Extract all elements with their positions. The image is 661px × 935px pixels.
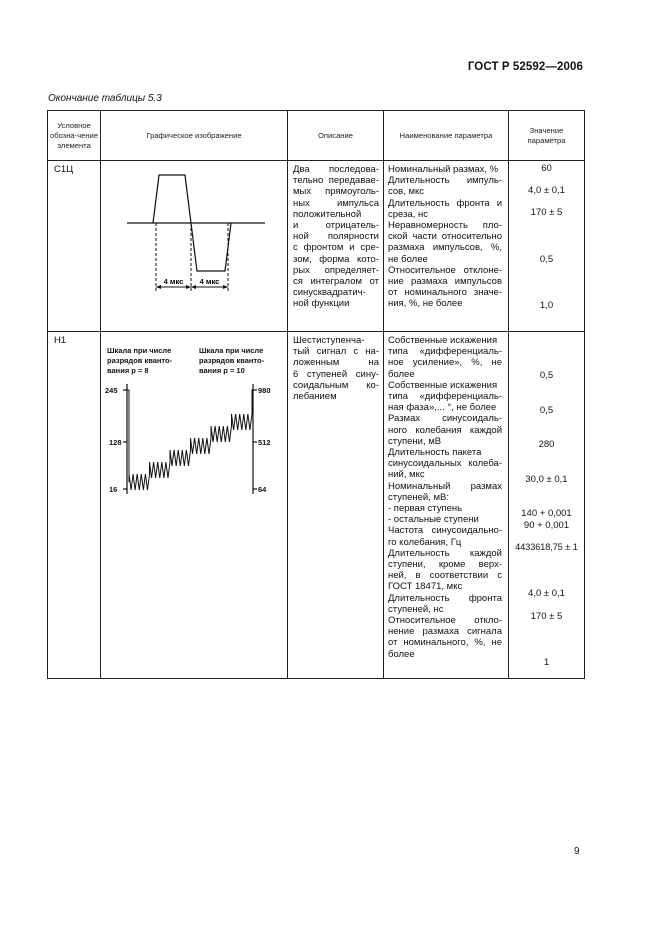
param-line: ния, %, не более	[388, 298, 463, 310]
description-line: рых определяет-	[293, 264, 379, 276]
description-line: 6 ступеней сину-	[293, 368, 379, 380]
dimension-label-right: 4 мкс	[199, 277, 220, 286]
staircase-waveform	[127, 390, 253, 490]
header-description: Описание	[288, 111, 384, 161]
param-line: ней, в соответствии с	[388, 570, 502, 582]
positive-pulse	[153, 175, 191, 223]
param-line: среза, нс	[388, 208, 429, 220]
param-line: ступени, кроме верх-	[388, 559, 502, 571]
param-line: от номинального, %, не	[388, 637, 502, 649]
description-line: тельно передавае-	[293, 175, 379, 187]
page-number: 9	[574, 846, 580, 857]
description-line: синусквадратич-	[293, 287, 366, 299]
tick-right-label: 512	[258, 438, 271, 447]
param-value: 170 ± 5	[530, 611, 563, 622]
param-line: Длительность импуль-	[388, 175, 502, 187]
parameters-table	[47, 110, 585, 679]
param-line: ступени, мВ	[388, 435, 442, 447]
scale-left-line: разрядов кванто-	[107, 356, 173, 365]
dimension-label-left: 4 мкс	[163, 277, 184, 286]
description-cell	[288, 161, 384, 332]
param-value: 60	[541, 163, 552, 174]
scale-left-line: вания p = 8	[107, 366, 149, 375]
param-line: ное усиление», %, не	[388, 357, 502, 369]
param-line: Длительность фронта	[388, 592, 502, 604]
param-value: 280	[538, 439, 555, 450]
graphic-cell	[101, 332, 288, 679]
arrow-head	[156, 285, 161, 289]
header-code	[48, 111, 101, 161]
row-code: Н1	[54, 335, 67, 346]
document-title: ГОСТ Р 52592—2006	[467, 61, 583, 73]
param-line: Относительное откло-	[388, 615, 502, 627]
scale-right-line: разрядов кванто-	[199, 356, 265, 365]
negative-pulse	[191, 223, 231, 271]
param-line: - первая ступень	[388, 503, 463, 515]
row-code-cell	[48, 332, 101, 679]
param-line: - остальные ступени	[388, 514, 479, 526]
param-line: типа «дифференциаль-	[388, 346, 502, 358]
param-line: Длительность фронта и	[388, 197, 502, 209]
row-code-cell	[48, 161, 101, 332]
table-row	[48, 332, 585, 679]
values-cell	[509, 332, 585, 679]
description-line: мых прямоуголь-	[293, 186, 379, 198]
param-value: 140 + 0,001	[521, 508, 572, 519]
description-cell	[288, 332, 384, 679]
param-value: 4,0 ± 0,1	[528, 185, 565, 196]
description-line: соидальным ко-	[293, 379, 379, 391]
header-param-name: Наименование параметра	[384, 111, 509, 161]
scale-right-line: вания p = 10	[199, 366, 245, 375]
param-line: Собственные искажения	[388, 379, 498, 391]
param-value: 30,0 ± 0,1	[525, 474, 568, 485]
params-text	[384, 161, 508, 310]
param-value: 4,0 ± 0,1	[528, 588, 565, 599]
param-value: 0,5	[539, 254, 554, 265]
param-line: ная фаза»,... °, не более	[388, 402, 497, 414]
description-line: лебанием	[293, 391, 337, 403]
description-text	[288, 332, 383, 402]
param-value: 0,5	[539, 370, 554, 381]
param-line: Относительное отклоне-	[388, 264, 502, 276]
staircase-diagram	[101, 332, 287, 532]
param-line: Длительность пакета	[388, 447, 482, 459]
params-cell	[384, 332, 509, 679]
scale-right-line: Шкала при числе	[199, 346, 264, 355]
arrow-head	[223, 285, 228, 289]
param-line: Номинальный размах, %	[388, 164, 499, 175]
param-line: более	[388, 368, 415, 380]
param-line: Размах синусоидаль-	[388, 413, 502, 425]
param-line: не более	[388, 253, 428, 265]
param-line: ской части относительно	[388, 231, 502, 243]
param-line: более	[388, 648, 415, 660]
tick-left-label: 128	[109, 438, 122, 447]
param-value: 1,0	[539, 300, 554, 311]
header-graphic: Графическое изображение	[101, 111, 288, 161]
description-line: тый сигнал с на-	[293, 346, 379, 358]
values-cell	[509, 161, 585, 332]
param-line: ние размаха импульсов	[388, 276, 502, 288]
param-line: Частота синусоидально-	[388, 525, 502, 537]
param-line: ступеней, мВ:	[388, 491, 450, 503]
param-value: 4433618,75 ± 1	[515, 542, 578, 552]
param-line: размаха импульсов, %,	[388, 242, 502, 254]
param-value: 0,5	[539, 405, 554, 416]
description-line: зом, форма кото-	[293, 253, 379, 265]
param-line: Длительность каждой	[388, 547, 502, 559]
arrow-head	[191, 285, 196, 289]
tick-right-label: 64	[258, 485, 267, 494]
header-param-value: Значение параметра	[509, 111, 585, 161]
param-line: ГОСТ 18471, мкс	[388, 581, 463, 593]
param-line: синусоидальных колеба-	[388, 458, 502, 470]
param-line: ного колебания каждой	[388, 424, 502, 436]
param-line: ний, мкс	[388, 469, 425, 481]
row-code: С1Ц	[54, 164, 74, 175]
param-line: типа «дифференциаль-	[388, 391, 502, 403]
param-line: ступеней, нс	[388, 603, 444, 615]
scale-left-line: Шкала при числе	[107, 346, 172, 355]
param-value: 170 ± 5	[530, 207, 563, 218]
description-line: ной функции	[293, 298, 350, 310]
description-line: ложенным на	[293, 357, 379, 369]
param-line: Неравномерность пло-	[388, 220, 502, 232]
description-line: с фронтом и сре-	[293, 242, 379, 254]
table-caption: Окончание таблицы 5.3	[48, 93, 162, 104]
description-line: положительной	[293, 208, 362, 220]
param-line: Номинальный размах	[388, 480, 502, 492]
header-code-text: Условное обозна-чение элемента	[50, 120, 98, 150]
arrow-head	[186, 285, 191, 289]
description-line: Шестиступенча-	[293, 335, 365, 346]
param-line: сов, мкс	[388, 186, 425, 198]
param-value: 1	[543, 657, 550, 668]
param-line: Собственные искажения	[388, 335, 498, 346]
description-line: ся интегралом от	[293, 276, 379, 288]
description-text	[288, 161, 383, 310]
table-header-row	[48, 111, 585, 161]
param-line: от номинального значе-	[388, 287, 502, 299]
params-cell	[384, 161, 509, 332]
tick-left-label: 16	[109, 485, 118, 494]
table-row	[48, 161, 585, 332]
param-line: нение размаха сигнала	[388, 626, 502, 638]
tick-right-label: 980	[258, 386, 271, 395]
description-line: ных импульса	[293, 197, 379, 209]
pulse-diagram	[101, 161, 287, 326]
description-line: ной полярности	[293, 231, 379, 243]
param-line: го колебания, Гц	[388, 536, 462, 548]
param-value: 90 + 0,001	[523, 520, 570, 531]
description-line: и отрицатель-	[293, 220, 379, 232]
tick-left-label: 245	[105, 386, 118, 395]
description-line: Два последова-	[293, 164, 379, 175]
graphic-cell	[101, 161, 288, 332]
params-text	[384, 332, 508, 660]
